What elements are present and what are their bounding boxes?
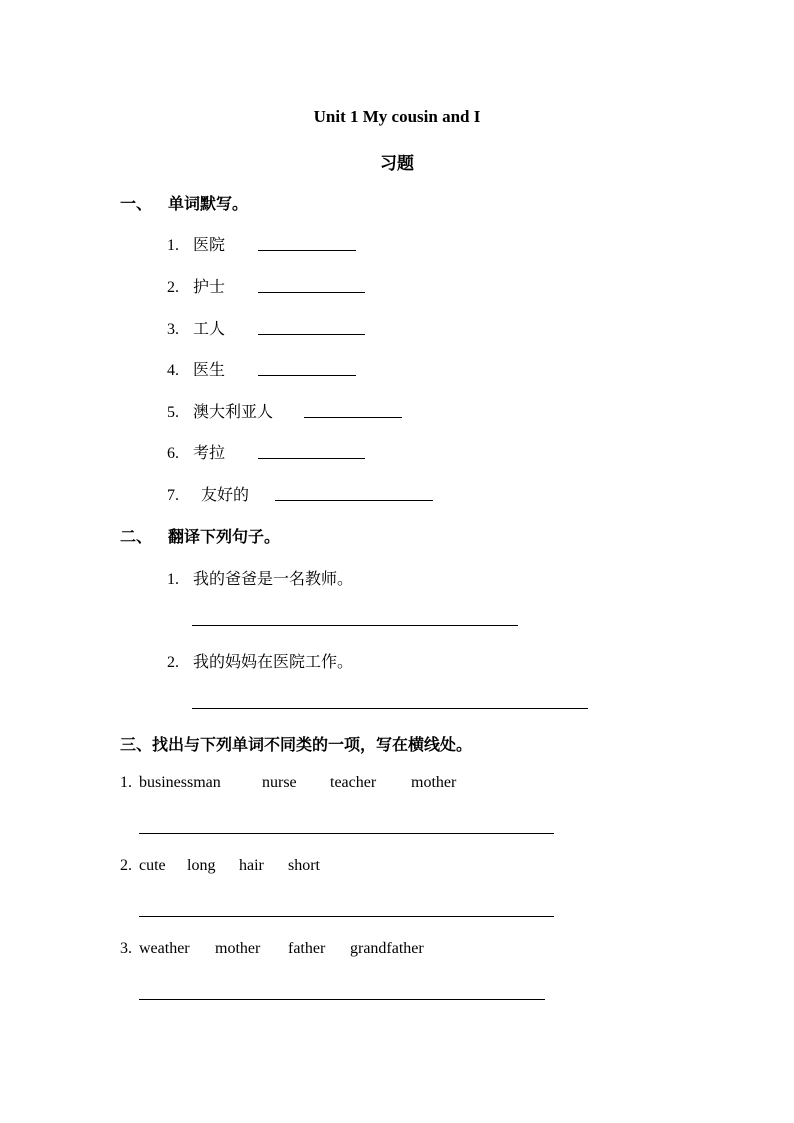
answer-blank[interactable] — [275, 500, 433, 501]
item-text: 医生 — [193, 362, 226, 379]
item-text: 澳大利亚人 — [193, 404, 274, 421]
item-number: 3. — [120, 940, 132, 957]
word-option: mother — [215, 940, 261, 957]
list-item — [167, 316, 225, 339]
answer-blank[interactable] — [192, 708, 588, 709]
list-item — [167, 357, 225, 380]
item-text: 工人 — [193, 321, 226, 338]
section-2-heading: 翻译下列句子。 — [168, 529, 281, 546]
list-item — [167, 232, 225, 255]
word-option: short — [288, 857, 320, 874]
answer-blank[interactable] — [258, 458, 365, 459]
word-option: grandfather — [350, 940, 424, 957]
word-option: cute — [139, 857, 166, 874]
item-number: 2. — [167, 654, 179, 671]
item-number: 4. — [167, 362, 179, 379]
list-item — [167, 566, 353, 589]
item-text: 我的爸爸是一名教师。 — [193, 571, 354, 588]
item-number: 5. — [167, 404, 179, 421]
answer-blank[interactable] — [139, 916, 554, 917]
list-item — [120, 857, 132, 875]
item-number: 1. — [167, 571, 179, 588]
word-option: nurse — [262, 774, 297, 791]
word-option: father — [288, 940, 326, 957]
item-text: 医院 — [193, 237, 226, 254]
answer-blank[interactable] — [258, 334, 365, 335]
word-option: businessman — [139, 774, 221, 791]
item-text: 友好的 — [201, 487, 250, 504]
list-item — [167, 399, 273, 422]
answer-blank[interactable] — [139, 999, 545, 1000]
answer-blank[interactable] — [304, 417, 402, 418]
word-option: hair — [239, 857, 264, 874]
item-number: 1. — [120, 774, 132, 791]
page-title: Unit 1 My cousin and I — [313, 107, 481, 126]
section-1-number: 一、 — [120, 196, 153, 213]
word-option: long — [187, 857, 216, 874]
list-item — [167, 649, 353, 672]
word-option: teacher — [330, 774, 377, 791]
list-item — [120, 774, 132, 792]
list-item — [120, 940, 132, 958]
item-text: 考拉 — [193, 445, 226, 462]
word-option: weather — [139, 940, 190, 957]
item-text: 护士 — [193, 279, 226, 296]
item-number: 2. — [167, 279, 179, 296]
section-3-heading: 三、找出与下列单词不同类的一项，写在横线处。 — [120, 737, 473, 754]
item-number: 1. — [167, 237, 179, 254]
list-item — [167, 440, 225, 463]
page-subtitle: 习题 — [380, 154, 414, 173]
section-1-heading: 单词默写。 — [168, 196, 249, 213]
item-number: 6. — [167, 445, 179, 462]
answer-blank[interactable] — [192, 625, 518, 626]
list-item — [167, 274, 225, 297]
list-item — [167, 482, 249, 505]
section-2-number: 二、 — [120, 529, 153, 546]
answer-blank[interactable] — [258, 375, 356, 376]
answer-blank[interactable] — [258, 250, 356, 251]
item-number: 2. — [120, 857, 132, 874]
answer-blank[interactable] — [258, 292, 365, 293]
answer-blank[interactable] — [139, 833, 554, 834]
item-number: 7. — [167, 487, 179, 504]
item-text: 我的妈妈在医院工作。 — [193, 654, 354, 671]
item-number: 3. — [167, 321, 179, 338]
word-option: mother — [411, 774, 457, 791]
